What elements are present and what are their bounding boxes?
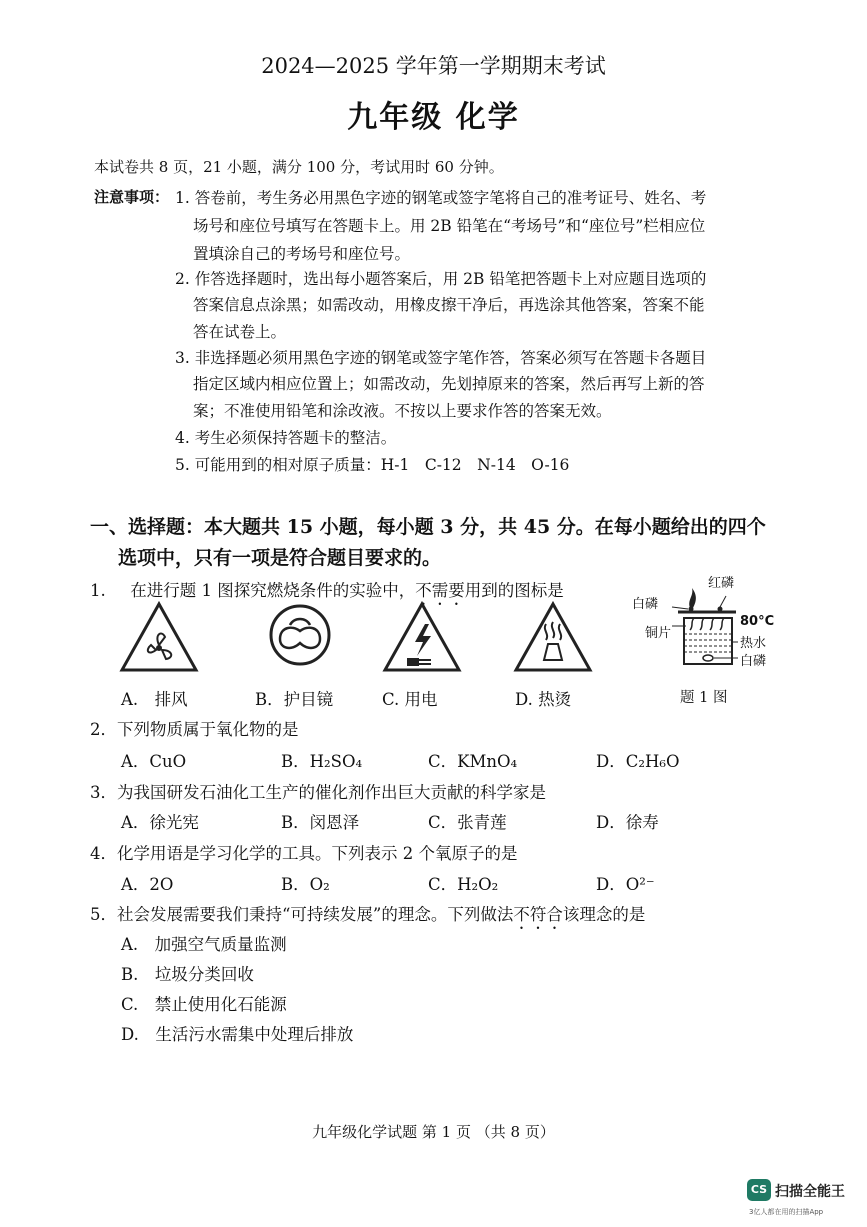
question-4-option-d: D．O²⁻ <box>596 875 655 894</box>
hot-surface-icon <box>512 600 594 674</box>
subject-title: 九年级 化学 <box>347 100 520 135</box>
scanner-watermark <box>747 1179 865 1225</box>
notice-5-line-1: 5. 可能用到的相对原子质量：H-1 C-12 N-14 O-16 <box>175 456 570 474</box>
notice-2-line-3: 答在试卷上。 <box>193 323 287 341</box>
option-formula: CuO <box>149 752 187 771</box>
notice-2-line-1: 2. 作答选择题时，选出每小题答案后，用 2B 铅笔把答题卡上对应题目选项的 <box>175 270 707 288</box>
notice-1-line-2: 场号和座位号填写在答题卡上。用 2B 铅笔在“考场号”和“座位号”栏相应位 <box>193 217 706 235</box>
electricity-icon <box>381 600 463 674</box>
question-4-option-b: B．O₂ <box>281 875 330 894</box>
notice-4-line-1: 4. 考生必须保持答题卡的整洁。 <box>175 429 397 447</box>
notice-1-line-1: 1. 答卷前，考生务必用黑色字迹的钢笔或签字笔将自己的准考证号、姓名、考 <box>175 189 707 207</box>
figure-label-hot-water: 热水 <box>740 636 767 651</box>
question-4-option-a: A．2O <box>121 875 174 894</box>
notice-3-line-2: 指定区域内相应位置上；如需改动，先划掉原来的答案，然后再写上新的答 <box>193 375 705 393</box>
question-2-stem: 2．下列物质属于氧化物的是 <box>90 720 299 739</box>
option-letter: A． <box>121 752 150 771</box>
question-5-option-c: C. 禁止使用化石能源 <box>121 995 287 1014</box>
question-4-stem: 4．化学用语是学习化学的工具。下列表示 2 个氧原子的是 <box>90 844 518 863</box>
question-5-option-a: A. 加强空气质量监测 <box>121 935 287 954</box>
notice-2-line-2: 答案信息点涂黑；如需改动，用橡皮擦干净后，再选涂其他答案，答案不能 <box>193 296 705 314</box>
section-heading-line-1: 一、选择题：本大题共 15 小题，每小题 3 分，共 45 分。在每小题给出的四个 <box>90 516 766 538</box>
figure-label-copper-sheet: 铜片 <box>645 626 672 641</box>
option-formula: KMnO₄ <box>457 752 518 771</box>
exam-title: 2024—2025 学年第一学期期末考试 <box>261 54 606 78</box>
exam-intro: 本试卷共 8 页，21 小题，满分 100 分，考试用时 60 分钟。 <box>94 158 504 176</box>
question-1-option-a: A. 排风 <box>121 690 188 709</box>
exhaust-fan-icon <box>118 600 200 674</box>
question-5-option-d: D. 生活污水需集中处理后排放 <box>121 1025 354 1044</box>
question-5-text-end: 该理念的是 <box>562 905 646 924</box>
question-1-text: 在进行题 1 图探究燃烧条件的实验中， <box>130 581 416 600</box>
question-3-option-d: D．徐寿 <box>596 813 659 832</box>
question-2-option-d <box>596 748 680 772</box>
watermark-subtitle: 3亿人都在用的扫描App <box>749 1208 824 1216</box>
question-5-text: 5．社会发展需要我们秉持“可持续发展”的理念。下列做法 <box>90 905 514 924</box>
watermark-name: 扫描全能王 <box>775 1184 845 1200</box>
option-formula: C₂H₆O <box>625 752 680 771</box>
question-1-emphasis: 不需要 <box>415 581 465 600</box>
question-1-option-d: D. 热烫 <box>515 690 572 709</box>
question-3-option-b: B．闵恩泽 <box>281 813 360 832</box>
notice-3-line-1: 3. 非选择题必须用黑色字迹的钢笔或签字笔作答，答案必须写在答题卡各题目 <box>175 349 707 367</box>
page-footer: 九年级化学试题 第 1 页 （共 8 页） <box>312 1123 555 1141</box>
notice-label: 注意事项： <box>94 188 170 206</box>
question-1-option-c: C. 用电 <box>382 690 438 709</box>
notice-3-line-3: 案；不准使用铅笔和涂改液。不按以上要求作答的答案无效。 <box>193 402 612 420</box>
figure-label-white-phosphorus-bottom: 白磷 <box>740 654 767 669</box>
figure-1-caption: 题 1 图 <box>680 690 728 706</box>
question-2-option-b <box>281 748 362 772</box>
figure-label-red-phosphorus: 红磷 <box>708 576 735 591</box>
question-1-text-end: 用到的图标是 <box>464 581 564 600</box>
question-4-option-c: C．H₂O₂ <box>428 875 499 894</box>
question-5-option-b: B. 垃圾分类回收 <box>121 965 254 984</box>
question-5-emphasis: 不符合 <box>513 905 563 924</box>
question-3-stem: 3．为我国研发石油化工生产的催化剂作出巨大贡献的科学家是 <box>90 783 546 802</box>
question-2-option-a <box>121 748 186 772</box>
option-letter: D． <box>596 752 626 771</box>
question-3-option-c: C．张青莲 <box>428 813 507 832</box>
question-1-number: 1. <box>90 581 106 600</box>
figure-label-temperature: 80°C <box>740 614 775 629</box>
question-1-option-b: B．护目镜 <box>255 690 334 709</box>
question-5-stem <box>90 901 645 933</box>
section-heading-line-2: 选项中，只有一项是符合题目要求的。 <box>118 547 442 569</box>
option-letter: B． <box>281 752 310 771</box>
figure-label-white-phosphorus-top: 白磷 <box>632 597 659 612</box>
question-3-option-a: A．徐光宪 <box>121 813 199 832</box>
camscanner-logo-icon: CS <box>747 1179 771 1201</box>
option-letter: C． <box>428 752 458 771</box>
goggles-icon <box>268 603 332 667</box>
option-formula: H₂SO₄ <box>309 752 363 771</box>
question-2-option-c <box>428 748 517 772</box>
notice-1-line-3: 置填涂自己的考场号和座位号。 <box>193 245 411 263</box>
